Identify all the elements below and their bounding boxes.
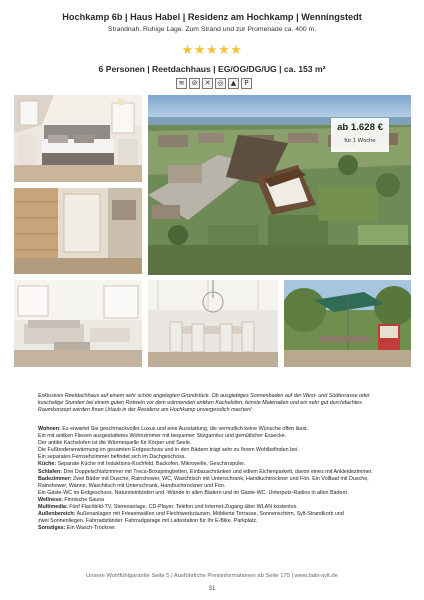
star-rating: ★★★★★ [181, 42, 243, 57]
detail-line: Wohnen: Es erwartet Sie geschmackvoller Luxus und eine Ausstattung, die vermutlich keine Wünsche offen lässt. [38, 426, 309, 432]
intro-line: Exklusives Reetdachhaus auf einem sehr schön angelegten Grundstück. Ob ausgiebiges Sonnenbaden auf der West- und Südterrasse oder [38, 393, 370, 399]
detail-line: Küche: Separate Küche mit Induktions-Kochfeld, Backofen, Mikrowelle, Geschirrspüler. [38, 461, 246, 468]
price-period: für 1 Woche [344, 138, 376, 144]
parking-icon: P [241, 78, 252, 89]
price-badge [331, 118, 389, 152]
property-specs: 6 Personen | Reetdachhaus | EG/OG/DG/UG | ca. 153 m² [98, 64, 326, 74]
detail-line: Außenbereich: Außenanlagen mit Friesenwällen und Flechtwerkzäunen. Möblierte Terrasse, Sonnenschirm, Sylt-Strandkorb und [38, 511, 344, 518]
no-smoking-icon: ⊘ [189, 78, 200, 89]
footer-links: Unsere Wohlfühlgarantie Seite 5 | Ausführliche Preisinformationen ab Seite 175 | www.bals-sylt.de [86, 573, 338, 579]
detail-line: Multimedia: Fünf Flachbild-TV, Stereoanlage, CD-Player. Telefon und Internet-Zugang über WLAN kostenlos. [38, 504, 298, 511]
living-room-photo [14, 280, 142, 367]
pet-icon: ✕ [202, 78, 213, 89]
detail-line: Ein separates Fernsehzimmer befindet sich im Dachgeschoss. [38, 454, 186, 461]
detail-line: zwei Sonnenliegen. Fahrradständer. Fahrradgarage mit Ladestation für Ihr E-Bike. Parkplatz. [38, 518, 258, 525]
intro-text [38, 393, 410, 415]
details-list [38, 426, 410, 532]
bedroom-photo [14, 95, 142, 182]
detail-line: Die Fußbodenerwärmung im gesamten Erdgeschoss und in den Bädern trägt sehr zu Ihrem Wohlbefinden bei. [38, 447, 299, 454]
detail-line: Der antike Kachelofen ist die Wärmequelle für Körper und Seele. [38, 440, 192, 447]
detail-line: Schlafen: Drei Doppelschlafzimmer mit Treca-Boxspringbetten, Einbauschränken und edlem Eichenparkett, davon eines mit Ankleidezimmer. [38, 468, 373, 475]
detail-line: Rainshower, Wanne, Waschtisch mit Unterschrank, Handtuchtrockner und Fön. [38, 482, 226, 489]
washer-icon: ◎ [215, 78, 226, 89]
detail-line: Sonstiges: Ein Wasch-Trockner. [38, 525, 117, 532]
page-number: 31 [208, 585, 216, 592]
wifi-icon: ≋ [176, 78, 187, 89]
sauna-photo [14, 188, 142, 274]
detail-line: Ein mit antiken Fliesen ausgestattetes Wohnzimmer mit bequemer Sitzgarnitur und gemütlicher Essecke. [38, 433, 287, 440]
detail-line: Wellness: Finnische Sauna [38, 496, 105, 503]
intro-line: kuschelige Stunden bei einem guten Rotwein vor dem wärmenden antiken Kachelofen, feinste Materialien und ein sehr gut durchdachtes [38, 400, 362, 407]
terrace-photo [284, 280, 411, 367]
fireplace-icon: ▲ [228, 78, 239, 89]
dining-photo [148, 280, 278, 367]
page-subtitle: Strandnah. Ruhige Lage. Zum Strand und zur Promenade ca. 400 m. [107, 26, 317, 33]
page-title: Hochkamp 6b | Haus Habel | Residenz am Hochkamp | Wenningstedt [62, 12, 362, 22]
detail-line: Ein Gäste-WC im Erdgeschoss. Natursteinböden und -Wände in allen Bädern und im Gäste-WC. Unterputz-Radios in allen Bädern. [38, 489, 349, 496]
detail-line: Badezimmer: Zwei Bäder mit Dusche, Rainshower, WC, Waschtisch mit Unterschrank, Handtuchtrockner und Fön. Ein Vollbad mit Dusche, [38, 475, 369, 482]
amenity-icons [176, 78, 252, 90]
intro-line: Raumkonzept werden Ihren Urlaub in der Residenz am Hochkamp unvergesslich machen! [38, 407, 252, 414]
price-amount: ab 1.628 € [337, 122, 383, 133]
